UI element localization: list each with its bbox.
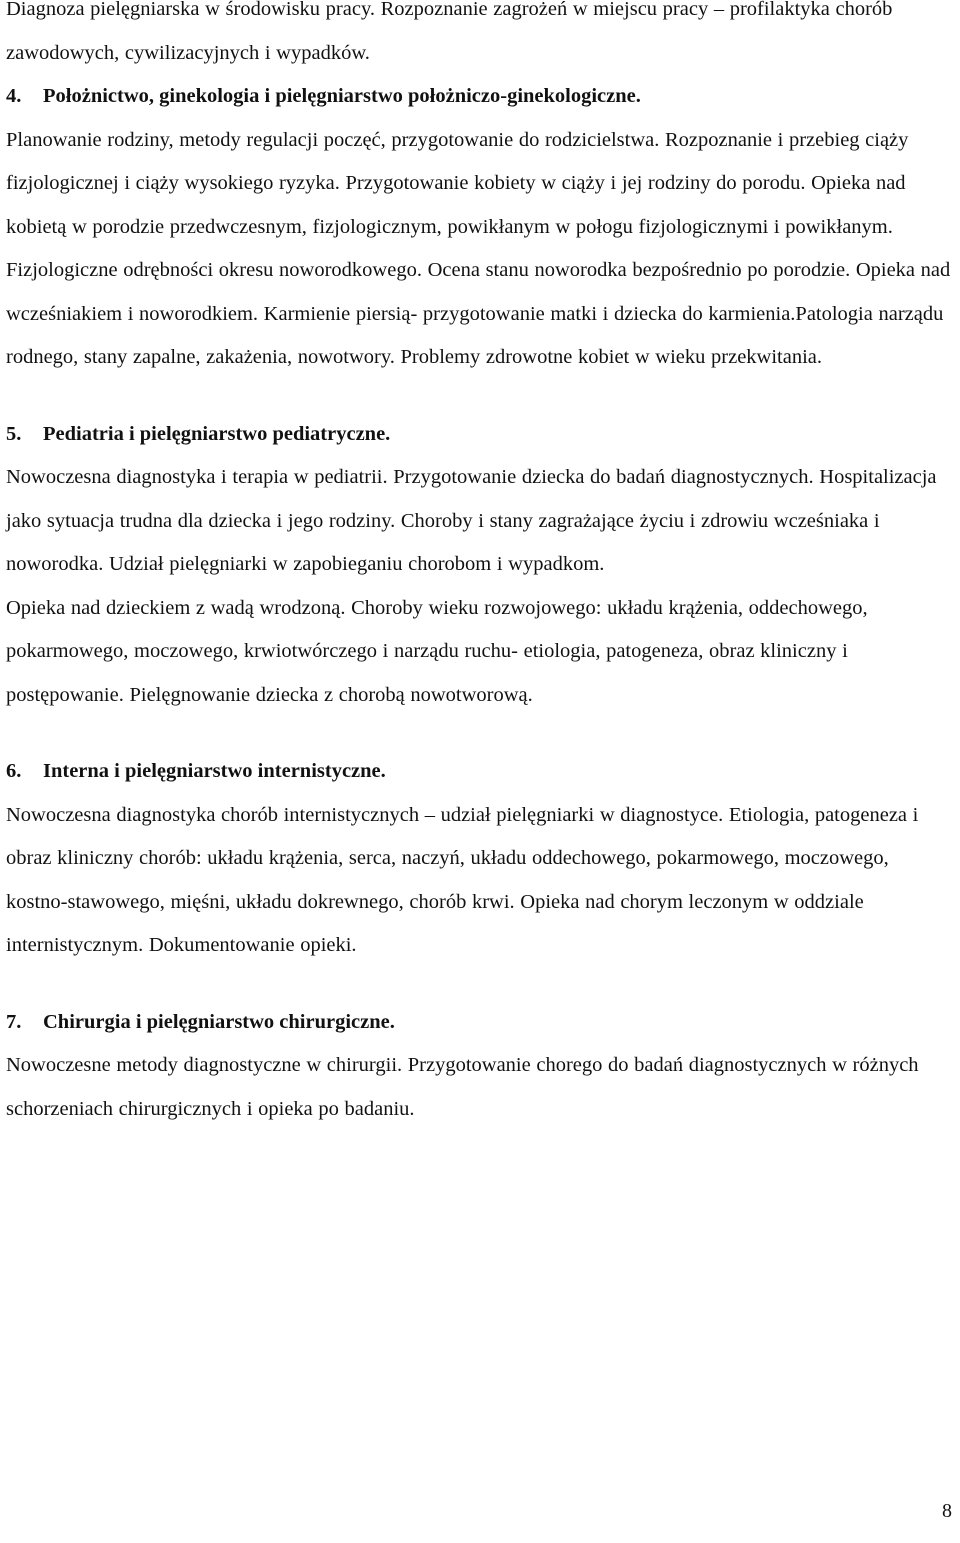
section-title: Interna i pielęgniarstwo internistyczne. xyxy=(43,760,386,782)
section-paragraph: Nowoczesne metody diagnostyczne w chirurgii. Przygotowanie chorego do badań diagnostycznych w różnych schorzeniach chirurgicznych i opieka po badaniu. xyxy=(6,1054,919,1120)
page-number: 8 xyxy=(942,1500,952,1522)
section-paragraph: Planowanie rodziny, metody regulacji poczęć, przygotowanie do rodzicielstwa. Rozpoznanie i przebieg ciąży fizjologicznej i ciąży wysokiego ryzyka. Przygotowanie kobiety w ciąży i jej rodziny do porodu. Opieka nad kobietą w porodzie przedwczesnym, fizjologicznym, powikłanym w połogu fizjologicznymi i powikłanym. Fizjologiczne odrębności okresu noworodkowego. Ocena stanu noworodka bezpośrednio po porodzie. Opieka nad wcześniakiem i noworodkiem. Karmienie piersią- przygotowanie matki i dziecka do karmienia.Patologia narządu rodnego, stany zapalne, zakażenia, nowotwory. Problemy zdrowotne kobiet w wieku przekwitania. xyxy=(6,128,951,368)
section-heading xyxy=(6,413,954,457)
section-7 xyxy=(6,1001,954,1132)
section-number: 7. xyxy=(6,1010,22,1033)
section-heading xyxy=(6,750,954,794)
document-page xyxy=(6,0,954,1131)
intro-paragraph: Diagnoza pielęgniarska w środowisku pracy. Rozpoznanie zagrożeń w miejscu pracy – profilaktyka chorób zawodowych, cywilizacyjnych i wypadków. xyxy=(6,0,893,64)
section-number: 4. xyxy=(6,85,22,107)
section-heading xyxy=(6,75,954,119)
section-5 xyxy=(6,413,954,718)
section-number: 5. xyxy=(6,422,22,445)
section-6 xyxy=(6,750,954,968)
section-4 xyxy=(6,75,954,380)
section-title: Pediatria i pielęgniarstwo pediatryczne. xyxy=(43,422,391,445)
section-paragraph: Nowoczesna diagnostyka chorób internistycznych – udział pielęgniarki w diagnostyce. Etiologia, patogeneza i obraz kliniczny chorób: układu krążenia, serca, naczyń, układu oddechowego, pokarmowego, moczowego, kostno-stawowego, mięśni, układu dokrewnego, chorób krwi. Opieka nad chorym leczonym w oddziale internistycznym. Dokumentowanie opieki. xyxy=(6,803,919,956)
section-paragraph: Nowoczesna diagnostyka i terapia w pediatrii. Przygotowanie dziecka do badań diagnostycznych. Hospitalizacja jako sytuacja trudna dla dziecka i jego rodziny. Choroby i stany zagrażające życiu i zdrowiu wcześniaka i noworodka. Udział pielęgniarki w zapobieganiu chorobom i wypadkom. xyxy=(6,466,937,575)
section-heading xyxy=(6,1001,954,1045)
section-title: Chirurgia i pielęgniarstwo chirurgiczne. xyxy=(43,1010,395,1033)
section-paragraph: Opieka nad dzieckiem z wadą wrodzoną. Choroby wieku rozwojowego: układu krążenia, oddechowego, pokarmowego, moczowego, krwiotwórczego i narządu ruchu- etiologia, patogeneza, obraz kliniczny i postępowanie. Pielęgnowanie dziecka z chorobą nowotworową. xyxy=(6,596,868,706)
section-number: 6. xyxy=(6,760,22,782)
section-title: Położnictwo, ginekologia i pielęgniarstwo położniczo-ginekologiczne. xyxy=(43,85,641,107)
